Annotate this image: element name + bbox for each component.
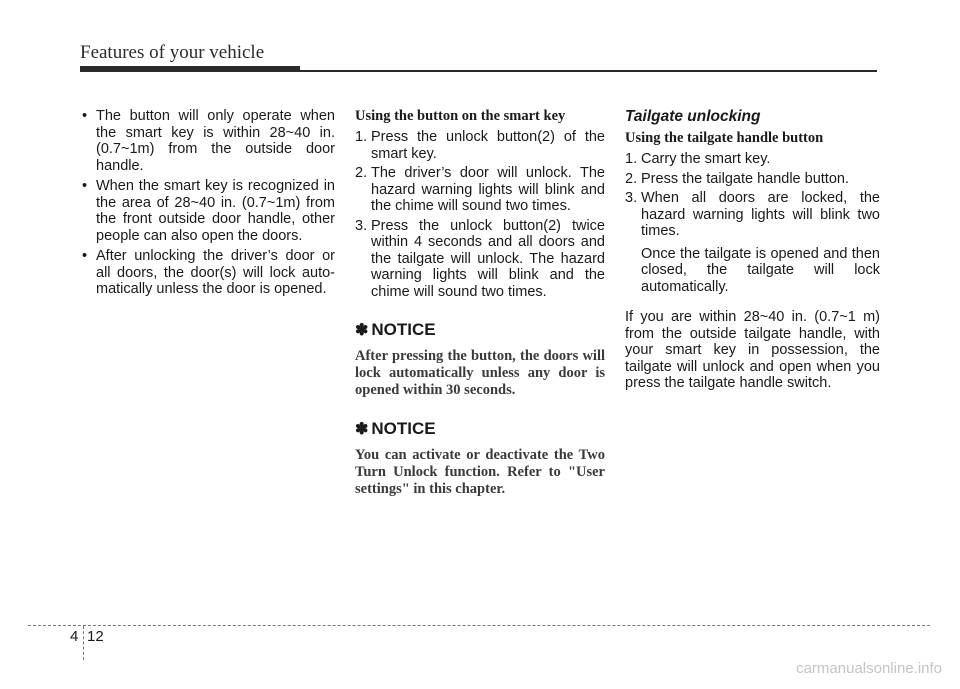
bullet-item: • The button will only operate when the smart key is within 28~40 in. (0.7~1m) from the outside door handle. xyxy=(80,108,335,174)
step-number: 1. xyxy=(625,151,638,167)
page-chapter: 4 xyxy=(70,628,79,645)
notice-body: You can activate or deactivate the Two Turn Unlock function. Refer to "User settings" in this chapter. xyxy=(355,447,605,497)
step-number: 3. xyxy=(355,217,368,234)
steps-tailgate xyxy=(625,151,880,295)
bullet-item: • After unlocking the driver’s door or all doors, the door(s) will lock auto-matically unless the door is opened. xyxy=(80,248,335,298)
column-middle xyxy=(355,108,605,498)
step-text: Press the unlock button(2) of the smart key. xyxy=(371,129,605,162)
bullet-item: • When the smart key is recognized in the area of 28~40 in. (0.7~1m) from the front outside door handle, other people can also open the doors. xyxy=(80,178,335,244)
step-text: Press the tailgate handle button. xyxy=(641,170,849,187)
page-number: 12 xyxy=(87,628,104,645)
step-item xyxy=(355,165,605,215)
step-extra-text: Once the tailgate is opened and then closed, the tailgate will lock automatically. xyxy=(641,245,880,295)
subheading-smart-key: Using the button on the smart key xyxy=(355,108,566,124)
header-title: Features of your vehicle xyxy=(80,42,265,63)
notice-body: After pressing the button, the doors will lock automatically unless any door is opened within 30 seconds. xyxy=(355,348,605,398)
step-number: 3. xyxy=(625,190,638,206)
step-number: 2. xyxy=(625,170,638,187)
notice-heading xyxy=(355,419,605,439)
step-item xyxy=(625,190,880,295)
notice-title: NOTICE xyxy=(371,320,436,339)
steps-smart-key xyxy=(355,129,605,300)
step-text-block xyxy=(641,190,880,295)
step-number: 1. xyxy=(355,129,368,145)
notice-heading xyxy=(355,320,605,340)
section-title: Tailgate unlocking xyxy=(625,108,761,125)
subheading-tailgate: Using the tailgate handle button xyxy=(625,130,824,146)
step-item xyxy=(625,151,880,168)
body-paragraph: If you are within 28~40 in. (0.7~1 m) from the outside tailgate handle, with your smart key in possession, the tailgate will unlock and open when you press the tailgate handle switch. xyxy=(625,309,880,391)
notice-star-icon: ✽ xyxy=(355,421,369,438)
column-left xyxy=(80,108,335,302)
step-item xyxy=(625,171,880,188)
footer-rule xyxy=(28,625,930,626)
step-text: Press the unlock button(2) twice within 4 seconds and all doors and the tailgate will unlock. The hazard warning lights will blink and the chime will sound two times. xyxy=(371,217,605,300)
step-text: Carry the smart key. xyxy=(641,151,771,167)
notice-title: NOTICE xyxy=(371,419,436,438)
footer-divider xyxy=(83,626,84,660)
header-rule-thick xyxy=(80,66,300,72)
step-item xyxy=(355,129,605,162)
step-item xyxy=(355,218,605,301)
step-number: 2. xyxy=(355,165,368,181)
watermark: carmanualsonline.info xyxy=(796,660,942,677)
step-text: When all doors are locked, the hazard warning lights will blink two times. xyxy=(641,190,880,239)
notice-star-icon: ✽ xyxy=(355,322,369,339)
header-rule-thin xyxy=(300,70,877,72)
step-text: The driver’s door will unlock. The hazard warning lights will blink and the chime will sound two times. xyxy=(371,165,605,214)
column-right xyxy=(625,108,880,392)
bullet-list xyxy=(80,108,335,298)
